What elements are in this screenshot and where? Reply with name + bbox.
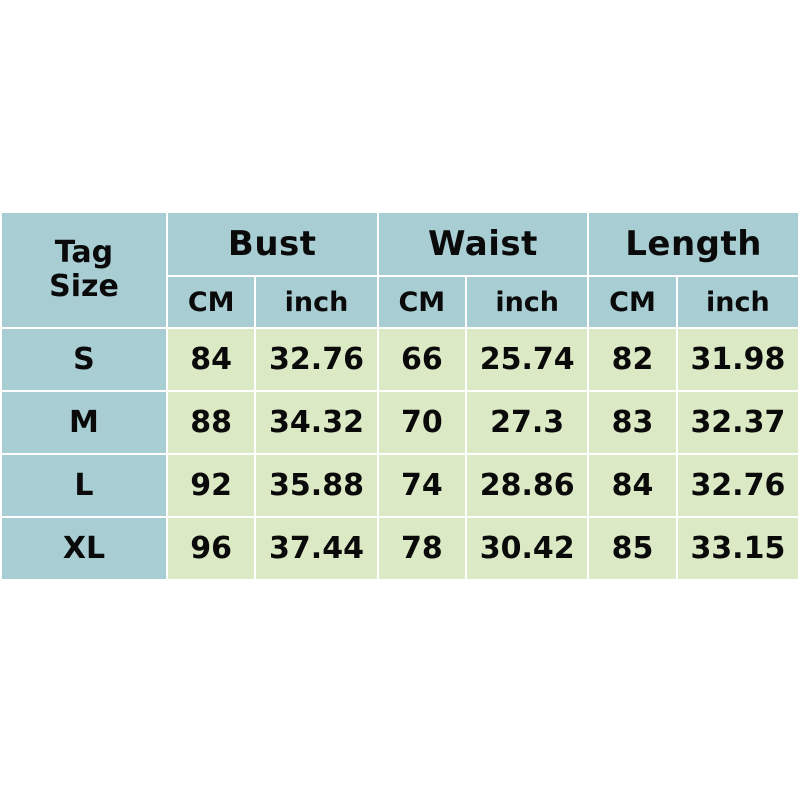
cell-bust-cm: 84: [167, 328, 256, 391]
cell-waist-cm: 66: [378, 328, 467, 391]
row-size-label: XL: [1, 517, 167, 580]
header-unit-bust-inch: inch: [255, 276, 377, 328]
cell-length-cm: 83: [588, 391, 677, 454]
table-header-row-groups: [1, 212, 799, 276]
row-size-label: L: [1, 454, 167, 517]
cell-waist-inch: 27.3: [466, 391, 588, 454]
tag-size-line1: Tag: [54, 234, 114, 270]
cell-length-inch: 33.15: [677, 517, 799, 580]
header-group-waist: Waist: [378, 212, 589, 276]
cell-length-inch: 31.98: [677, 328, 799, 391]
table-row: [1, 391, 799, 454]
table-row: [1, 454, 799, 517]
tag-size-line2: Size: [49, 269, 119, 304]
cell-bust-cm: 92: [167, 454, 256, 517]
cell-waist-cm: 74: [378, 454, 467, 517]
size-chart-table: [0, 211, 800, 581]
cell-waist-inch: 30.42: [466, 517, 588, 580]
cell-waist-inch: 25.74: [466, 328, 588, 391]
cell-waist-cm: 70: [378, 391, 467, 454]
cell-length-cm: 82: [588, 328, 677, 391]
tag-size-header: [1, 212, 167, 328]
header-unit-bust-cm: CM: [167, 276, 256, 328]
cell-length-cm: 85: [588, 517, 677, 580]
cell-length-cm: 84: [588, 454, 677, 517]
header-group-length: Length: [588, 212, 799, 276]
cell-bust-inch: 32.76: [255, 328, 377, 391]
table-row: [1, 517, 799, 580]
cell-bust-cm: 96: [167, 517, 256, 580]
table-row: [1, 328, 799, 391]
cell-waist-cm: 78: [378, 517, 467, 580]
cell-bust-inch: 34.32: [255, 391, 377, 454]
header-group-bust: Bust: [167, 212, 378, 276]
cell-bust-cm: 88: [167, 391, 256, 454]
cell-bust-inch: 37.44: [255, 517, 377, 580]
cell-length-inch: 32.76: [677, 454, 799, 517]
size-chart-container: [0, 211, 800, 581]
row-size-label: S: [1, 328, 167, 391]
header-unit-length-inch: inch: [677, 276, 799, 328]
cell-waist-inch: 28.86: [466, 454, 588, 517]
header-unit-length-cm: CM: [588, 276, 677, 328]
cell-bust-inch: 35.88: [255, 454, 377, 517]
header-unit-waist-inch: inch: [466, 276, 588, 328]
header-unit-waist-cm: CM: [378, 276, 467, 328]
row-size-label: M: [1, 391, 167, 454]
cell-length-inch: 32.37: [677, 391, 799, 454]
